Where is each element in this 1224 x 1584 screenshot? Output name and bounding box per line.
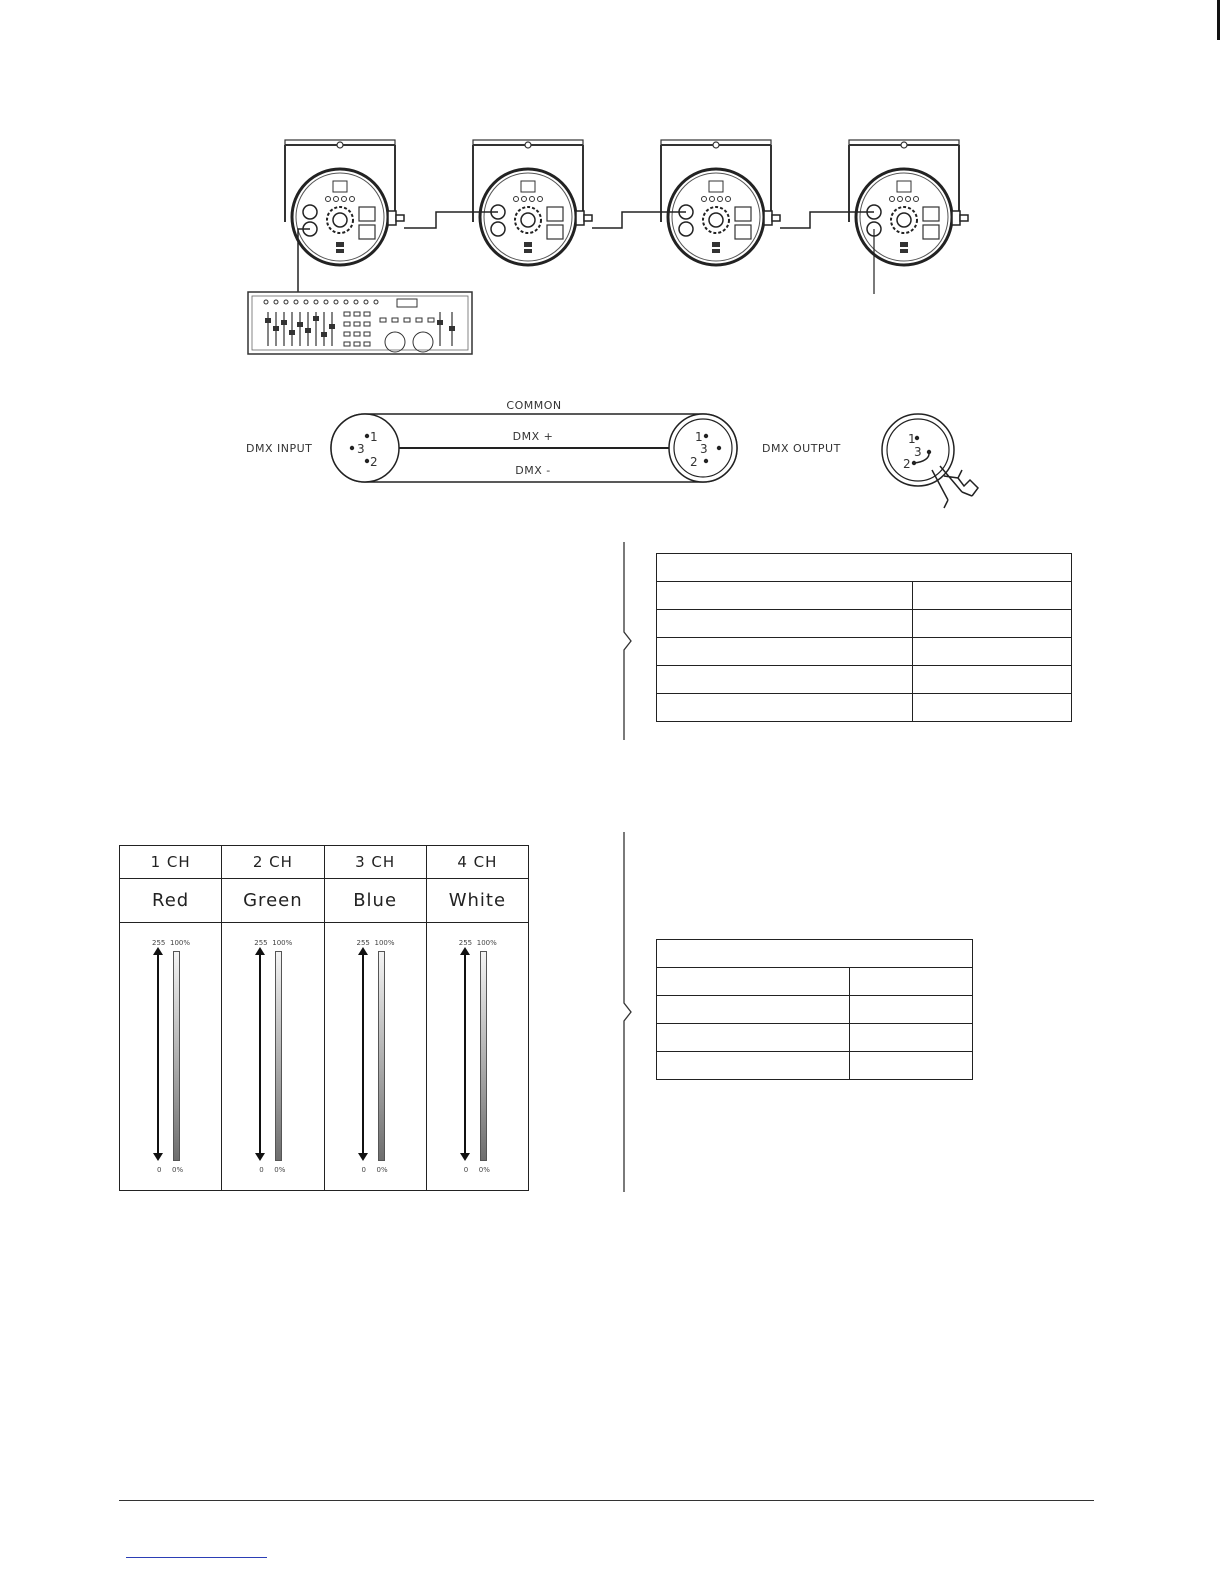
fixture-4 xyxy=(849,140,968,265)
fixture-1 xyxy=(285,140,404,265)
min-value: 0 xyxy=(259,1166,264,1174)
intensity-bar xyxy=(378,951,385,1161)
min-value: 0 xyxy=(157,1166,162,1174)
max-value: 255 xyxy=(254,939,268,947)
channel-color-name: White xyxy=(427,879,528,923)
channel-column-1 xyxy=(120,846,222,1190)
range-arrow xyxy=(464,951,466,1157)
min-value: 0 xyxy=(361,1166,366,1174)
max-percent: 100% xyxy=(170,939,191,947)
channel-color-name: Red xyxy=(120,879,221,923)
max-value: 255 xyxy=(458,939,473,947)
intensity-bar xyxy=(173,951,180,1161)
footer-link-underline[interactable] xyxy=(126,1557,267,1558)
dmx-controller xyxy=(248,292,472,354)
channel-column-3 xyxy=(325,846,427,1190)
output-pin-2: 2 xyxy=(690,455,698,469)
max-value: 255 xyxy=(152,939,166,947)
input-pin-1: 1 xyxy=(370,430,378,444)
input-pin-3: 3 xyxy=(357,442,365,456)
max-value: 255 xyxy=(356,939,370,947)
range-arrow xyxy=(362,951,364,1157)
min-percent: 0% xyxy=(274,1166,286,1174)
dmx-connection-illustration xyxy=(0,0,1224,540)
channel-header: 4 CH xyxy=(427,846,528,879)
channel-scale xyxy=(222,923,323,1190)
brace-left-1 xyxy=(618,542,638,742)
channel-header: 2 CH xyxy=(222,846,323,879)
max-percent: 100% xyxy=(374,939,395,947)
channel-column-4 xyxy=(427,846,528,1190)
dmx-minus-label: DMX - xyxy=(515,464,551,477)
dmx-output-label: DMX OUTPUT xyxy=(762,442,841,455)
brace-left-2 xyxy=(618,832,638,1194)
fixture-2 xyxy=(473,140,592,265)
footer-rule xyxy=(119,1500,1094,1501)
input-pin-2: 2 xyxy=(370,455,378,469)
channel-scale xyxy=(427,923,528,1190)
terminator-detail xyxy=(882,414,978,508)
detail-pin-1: 1 xyxy=(908,432,916,446)
max-percent: 100% xyxy=(272,939,293,947)
range-arrow xyxy=(259,951,261,1157)
min-percent: 0% xyxy=(376,1166,388,1174)
min-percent: 0% xyxy=(172,1166,184,1174)
intensity-bar xyxy=(480,951,487,1161)
min-percent: 0% xyxy=(478,1166,490,1174)
dmx-input-label: DMX INPUT xyxy=(246,442,313,455)
fixture-3 xyxy=(661,140,780,265)
max-percent: 100% xyxy=(476,939,497,947)
channel-scale xyxy=(325,923,426,1190)
channel-color-name: Blue xyxy=(325,879,426,923)
range-arrow xyxy=(157,951,159,1157)
channel-scale xyxy=(120,923,221,1190)
min-value: 0 xyxy=(463,1166,469,1174)
intensity-bar xyxy=(275,951,282,1161)
detail-pin-3: 3 xyxy=(914,445,922,459)
detail-pin-2: 2 xyxy=(903,457,911,471)
output-pin-3: 3 xyxy=(700,442,708,456)
channel-color-name: Green xyxy=(222,879,323,923)
output-pin-1: 1 xyxy=(695,430,703,444)
channel-header: 3 CH xyxy=(325,846,426,879)
empty-table-2 xyxy=(656,939,973,1080)
channel-chart xyxy=(119,845,529,1191)
empty-table-1 xyxy=(656,553,1072,722)
common-label: COMMON xyxy=(506,399,562,412)
dmx-plus-label: DMX + xyxy=(512,430,554,443)
channel-column-2 xyxy=(222,846,324,1190)
channel-header: 1 CH xyxy=(120,846,221,879)
